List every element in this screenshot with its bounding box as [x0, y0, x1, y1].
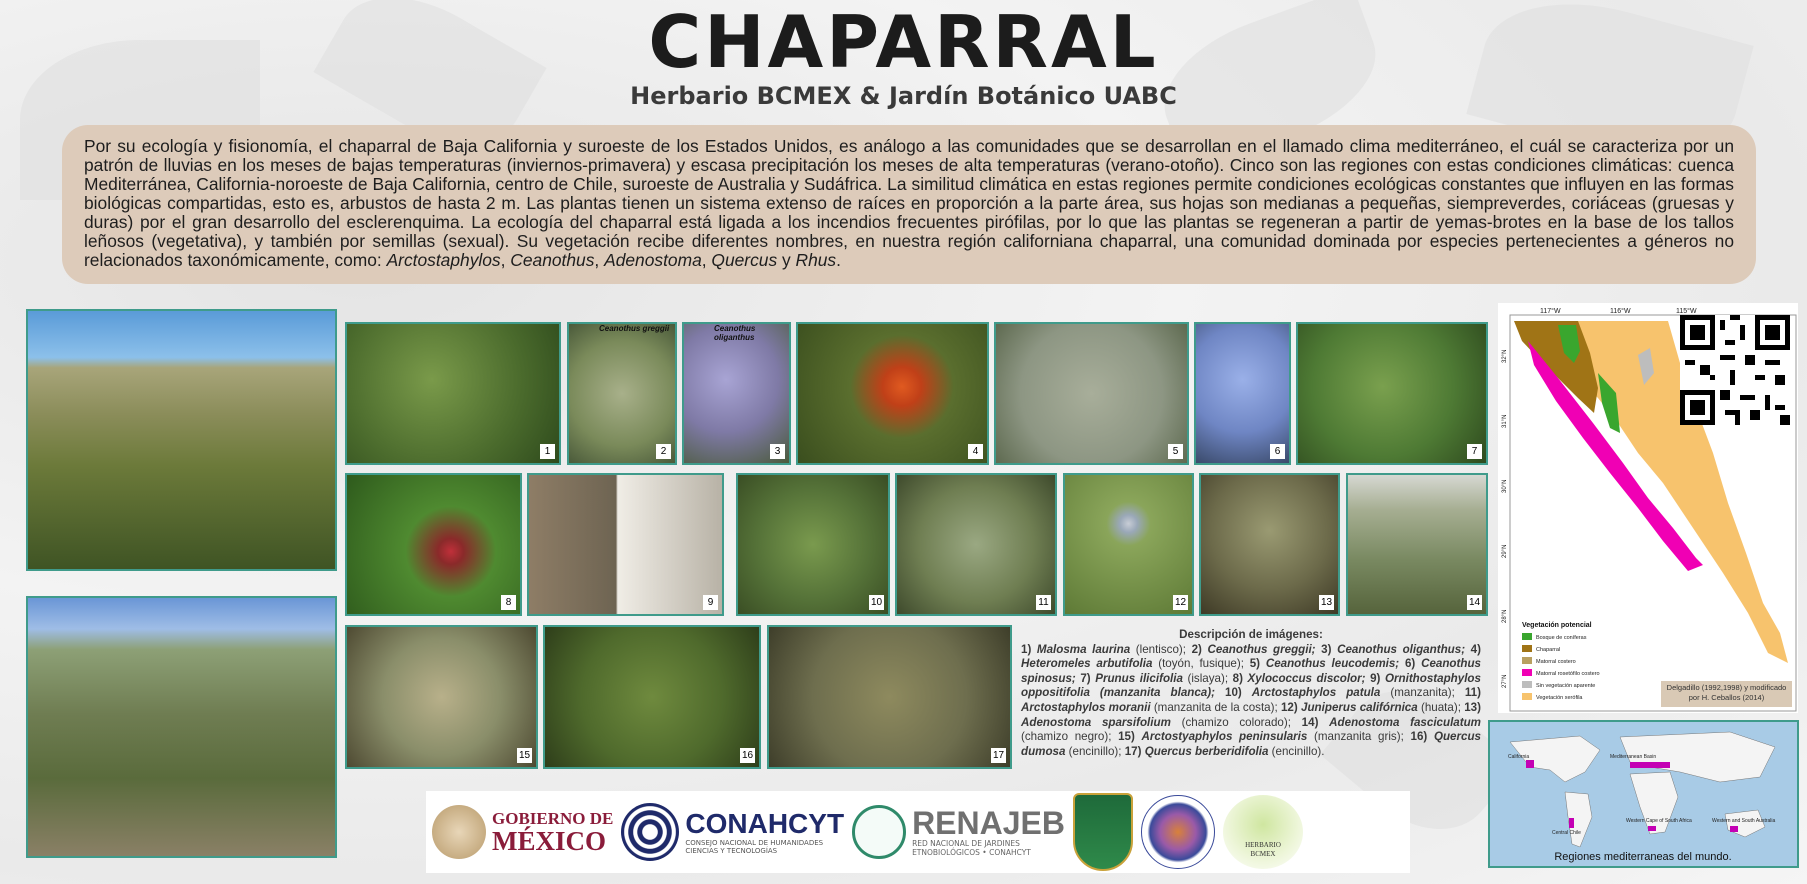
lat-label: 29°N [1502, 544, 1508, 558]
description-number: 4) [1470, 642, 1481, 656]
renajeb-sub-1: RED NACIONAL DE JARDINES [912, 839, 1020, 848]
world-mediterranean-map [1488, 720, 1799, 868]
gobierno-de-mexico-logo [432, 805, 613, 859]
renajeb-name: RENAJEB [912, 805, 1065, 841]
description-number: 6) [1404, 657, 1416, 671]
plant-photo-5 [994, 322, 1189, 465]
legend-swatch [1522, 681, 1532, 688]
description-scientific-name: Ceanothus spinosus; [1021, 657, 1481, 685]
plant-photo-1 [345, 322, 561, 465]
plant-photo-10 [736, 473, 890, 616]
sw-australia-region [1730, 826, 1738, 832]
plant-photo-12 [1063, 473, 1194, 616]
description-number: 17) [1124, 744, 1142, 758]
photo-number: 3 [770, 444, 785, 459]
photo-number: 1 [540, 444, 555, 459]
renajeb-leaf-icon [852, 805, 906, 859]
description-number: 13) [1464, 700, 1481, 714]
description-common-name: (huata); [1417, 700, 1465, 714]
description-scientific-name: Malosma laurina [1036, 642, 1131, 656]
legend-label: Chaparral [1536, 647, 1561, 653]
intro-paragraph [62, 125, 1756, 284]
africa-shape [1630, 772, 1678, 834]
herbario-line-2: BCMEX [1250, 850, 1276, 858]
california-region [1526, 760, 1534, 768]
description-scientific-name: Ornithostaphylos oppositifolia (manzanita blanca); [1021, 671, 1481, 700]
image-description-list [1021, 643, 1481, 760]
description-common-name: (manzanita); [1380, 686, 1465, 700]
genus-quercus: Quercus [711, 250, 778, 270]
description-scientific-name: Ceanothus greggii; [1207, 642, 1316, 656]
description-scientific-name: Arctostyaphylos peninsularis [1141, 730, 1308, 744]
description-scientific-name: Adenostoma sparsifolium [1021, 715, 1171, 729]
photo-number: 6 [1270, 444, 1285, 459]
photo-caption-ceanothus-oliganthus: Ceanothus oliganthus [714, 324, 756, 342]
description-scientific-name: Quercus berberidifolia [1144, 744, 1269, 758]
world-label: Mediterranean Basin [1610, 754, 1657, 760]
description-scientific-name: Ceanothus oliganthus; [1337, 642, 1466, 656]
renajeb-logo [852, 805, 1065, 859]
poster-subtitle: Herbario BCMEX & Jardín Botánico UABC [630, 82, 1177, 110]
central-chile-region [1569, 818, 1574, 828]
photo-number: 13 [1320, 597, 1333, 608]
description-number: 15) [1118, 730, 1135, 744]
conahcyt-sub-2: CIENCIAS Y TECNOLOGÍAS [685, 847, 778, 855]
description-number: 1) [1021, 642, 1032, 656]
legend-swatch [1522, 645, 1532, 652]
description-common-name: (encinillo). [1268, 744, 1325, 758]
photo-caption-ceanothus-greggii: Ceanothus greggii [599, 324, 670, 333]
legend-swatch [1522, 693, 1532, 700]
legend-label: Sin vegetación aparente [1536, 683, 1596, 689]
plant-photo-15 [345, 625, 538, 769]
plant-photo-4 [796, 322, 989, 465]
description-number: 14) [1301, 715, 1319, 729]
baja-california-vegetation-map [1498, 303, 1798, 713]
description-number: 10) [1225, 686, 1242, 700]
uabc-shield-logo [1073, 793, 1133, 871]
plant-photo-7 [1296, 322, 1488, 465]
mediterranean-basin-region [1630, 762, 1670, 768]
description-number: 12) [1280, 700, 1298, 714]
map-credit: Delgadillo (1992,1998) y modificado por H. Ceballos (2014) [1666, 683, 1787, 702]
genus-ceanothus: Ceanothus [510, 250, 595, 270]
plant-photo-9 [527, 473, 724, 616]
description-common-name: (encinillo); [1065, 744, 1125, 758]
legend-swatch [1522, 633, 1532, 640]
description-scientific-name: Arctostaphylos moranii [1021, 700, 1151, 714]
photo-number: 8 [501, 595, 516, 610]
description-common-name: (islaya); [1182, 671, 1233, 685]
legend-label: Matorral costero [1536, 659, 1576, 665]
separator: , [594, 250, 605, 270]
separator: . [836, 250, 841, 270]
description-number: 9) [1370, 671, 1381, 685]
world-label: Central Chile [1552, 830, 1581, 836]
photo-number: 14 [1468, 597, 1481, 608]
sponsor-logos [426, 791, 1410, 873]
conahcyt-name: CONAHCYT [685, 808, 845, 839]
photo-number: 4 [968, 444, 983, 459]
description-number: 2) [1191, 642, 1202, 656]
legend-swatch [1522, 657, 1532, 664]
legend-label: Vegetación xerófila [1536, 695, 1583, 701]
description-common-name: (lentisco); [1130, 642, 1192, 656]
renajeb-sub-2: ETNOBIOLÓGICOS • CONAHCYT [912, 848, 1031, 857]
genus-adenostoma: Adenostoma [604, 250, 702, 270]
plant-photo-6 [1194, 322, 1291, 465]
plant-photo-3 [682, 322, 791, 465]
description-common-name [1215, 686, 1225, 699]
plant-photo-11 [895, 473, 1057, 616]
description-number: 5) [1249, 657, 1261, 671]
description-scientific-name: Quercus dumosa [1021, 730, 1481, 758]
world-label: Western and South Australia [1712, 818, 1776, 824]
plant-photo-13 [1199, 473, 1340, 616]
lat-label: 32°N [1502, 349, 1508, 363]
description-number: 11) [1464, 686, 1481, 700]
gobierno-line-1: GOBIERNO DE [492, 809, 614, 828]
photo-number: 5 [1168, 444, 1183, 459]
plant-photo-14 [1346, 473, 1488, 616]
plant-photo-17 [767, 625, 1012, 769]
description-scientific-name: Prunus ilicifolia [1095, 671, 1183, 685]
lon-label: 116°W [1610, 308, 1631, 315]
lat-label: 30°N [1502, 479, 1508, 493]
legend-swatch [1522, 669, 1532, 676]
landscape-photo-hills [26, 309, 337, 571]
photo-number: 2 [656, 444, 671, 459]
legend-label: Matorral rosetófilo costero [1536, 671, 1600, 677]
plant-photo-16 [543, 625, 761, 769]
genus-rhus: Rhus [795, 250, 837, 270]
gobierno-line-2: MÉXICO [492, 826, 606, 856]
image-description-title: Descripción de imágenes: [1179, 628, 1323, 641]
image-description [1021, 628, 1481, 759]
world-label: Western Cape of South Africa [1626, 818, 1692, 824]
world-map-svg [1490, 722, 1797, 866]
separator: , [701, 250, 712, 270]
photo-number: 12 [1174, 597, 1187, 608]
description-common-name: (chamizo negro); [1021, 730, 1119, 744]
herbario-bcmex-logo [1223, 795, 1303, 869]
lat-label: 28°N [1502, 609, 1508, 623]
description-scientific-name: Ceanothus leucodemis; [1265, 657, 1400, 671]
description-scientific-name: Heteromeles arbutifolia [1021, 657, 1153, 671]
photo-number: 11 [1036, 595, 1051, 610]
qr-code[interactable] [1680, 315, 1790, 425]
photo-number: 15 [518, 750, 531, 761]
photo-number: 16 [741, 750, 754, 761]
poster-title: CHAPARRAL [648, 0, 1159, 84]
separator: y [777, 250, 796, 270]
description-number: 16) [1410, 730, 1428, 744]
conahcyt-logo [621, 803, 844, 861]
description-number: 3) [1321, 642, 1332, 656]
separator: , [500, 250, 511, 270]
lat-label: 27°N [1502, 674, 1508, 688]
qr-code-graphic [1680, 315, 1790, 425]
description-common-name: (chamizo colorado); [1170, 715, 1302, 729]
description-number: 8) [1232, 671, 1243, 685]
lon-label: 115°W [1676, 308, 1697, 315]
photo-number: 10 [870, 597, 883, 608]
herbario-line-1: HERBARIO [1245, 841, 1281, 849]
cape-region [1648, 826, 1656, 831]
description-scientific-name: Arctostaphylos patula [1251, 686, 1381, 700]
description-common-name: (manzanita de la costa); [1150, 700, 1281, 714]
plant-photo-2 [567, 322, 677, 465]
description-number: 7) [1080, 671, 1091, 685]
photo-number: 17 [992, 750, 1005, 761]
conahcyt-dots-icon [621, 803, 679, 861]
description-scientific-name: Adenostoma fasciculatum [1329, 715, 1481, 729]
photo-number: 9 [703, 595, 718, 610]
lat-label: 31°N [1502, 414, 1508, 428]
conahcyt-sub-1: CONSEJO NACIONAL DE HUMANIDADES [685, 839, 824, 847]
landscape-photo-shrubland [26, 596, 337, 858]
lon-label: 117°W [1540, 308, 1561, 315]
description-scientific-name: Juniperus califórnica [1301, 700, 1418, 714]
intro-text: Por su ecología y fisionomía, el chaparral de Baja California y suroeste de los Estados Unidos, es análogo a las comunidades que se desarrollan en el llamado clima mediterráneo, el cuál se caracteriza por un patrón de lluvias en los meses de bajas temperaturas (inviernos-primavera) y escasa precipitación los meses de alta temperaturas (verano-otoño). Cinco son las regiones con estas condiciones climáticas: cuenca Mediterránea, California-noroeste de Baja California, centro de Chile, suroeste de Australia y Sudáfrica. La similitud climática en estas regiones permite condiciones ecológicas constantes que influyen en las formas biológicas compartidas, esto es, arbustos de hasta 2 m. Las plantas tienen un sistema extenso de raíces en proporción a la parte área, sus hojas son medianas a pequeñas, siempreverdes, coriáceas (gruesas y duras) por el gran desarrollo del esclerenquima. La ecología del chaparral está ligada a los incendios frecuentes pirófilas, por lo que las plantas se regeneran a partir de yemas-brotes en la base de los tallos leñosos (vegetativa), y también por semillas (sexual). Su vegetación recibe diferentes nombres, en nuestra región californiana chaparral, una comunidad dominada por especies pertenecientes a géneros no relacionados taxonómicamente, como: [84, 136, 1734, 270]
description-scientific-name: Xylococcus discolor; [1247, 671, 1366, 685]
genus-arctostaphylos: Arctostaphylos [386, 250, 501, 270]
plant-photo-8 [345, 473, 522, 616]
photo-number: 7 [1467, 444, 1482, 459]
legend-label: Bosque de coníferas [1536, 635, 1587, 641]
facultad-de-ciencias-logo [1141, 795, 1215, 869]
description-common-name: (toyón, fusique); [1152, 657, 1250, 671]
world-label: California [1508, 754, 1530, 760]
description-common-name: (manzanita gris); [1307, 730, 1411, 744]
mexico-seal-icon [432, 805, 486, 859]
map-legend-title: Vegetación potencial [1522, 622, 1592, 629]
world-map-caption: Regiones mediterraneas del mundo. [1554, 851, 1732, 863]
